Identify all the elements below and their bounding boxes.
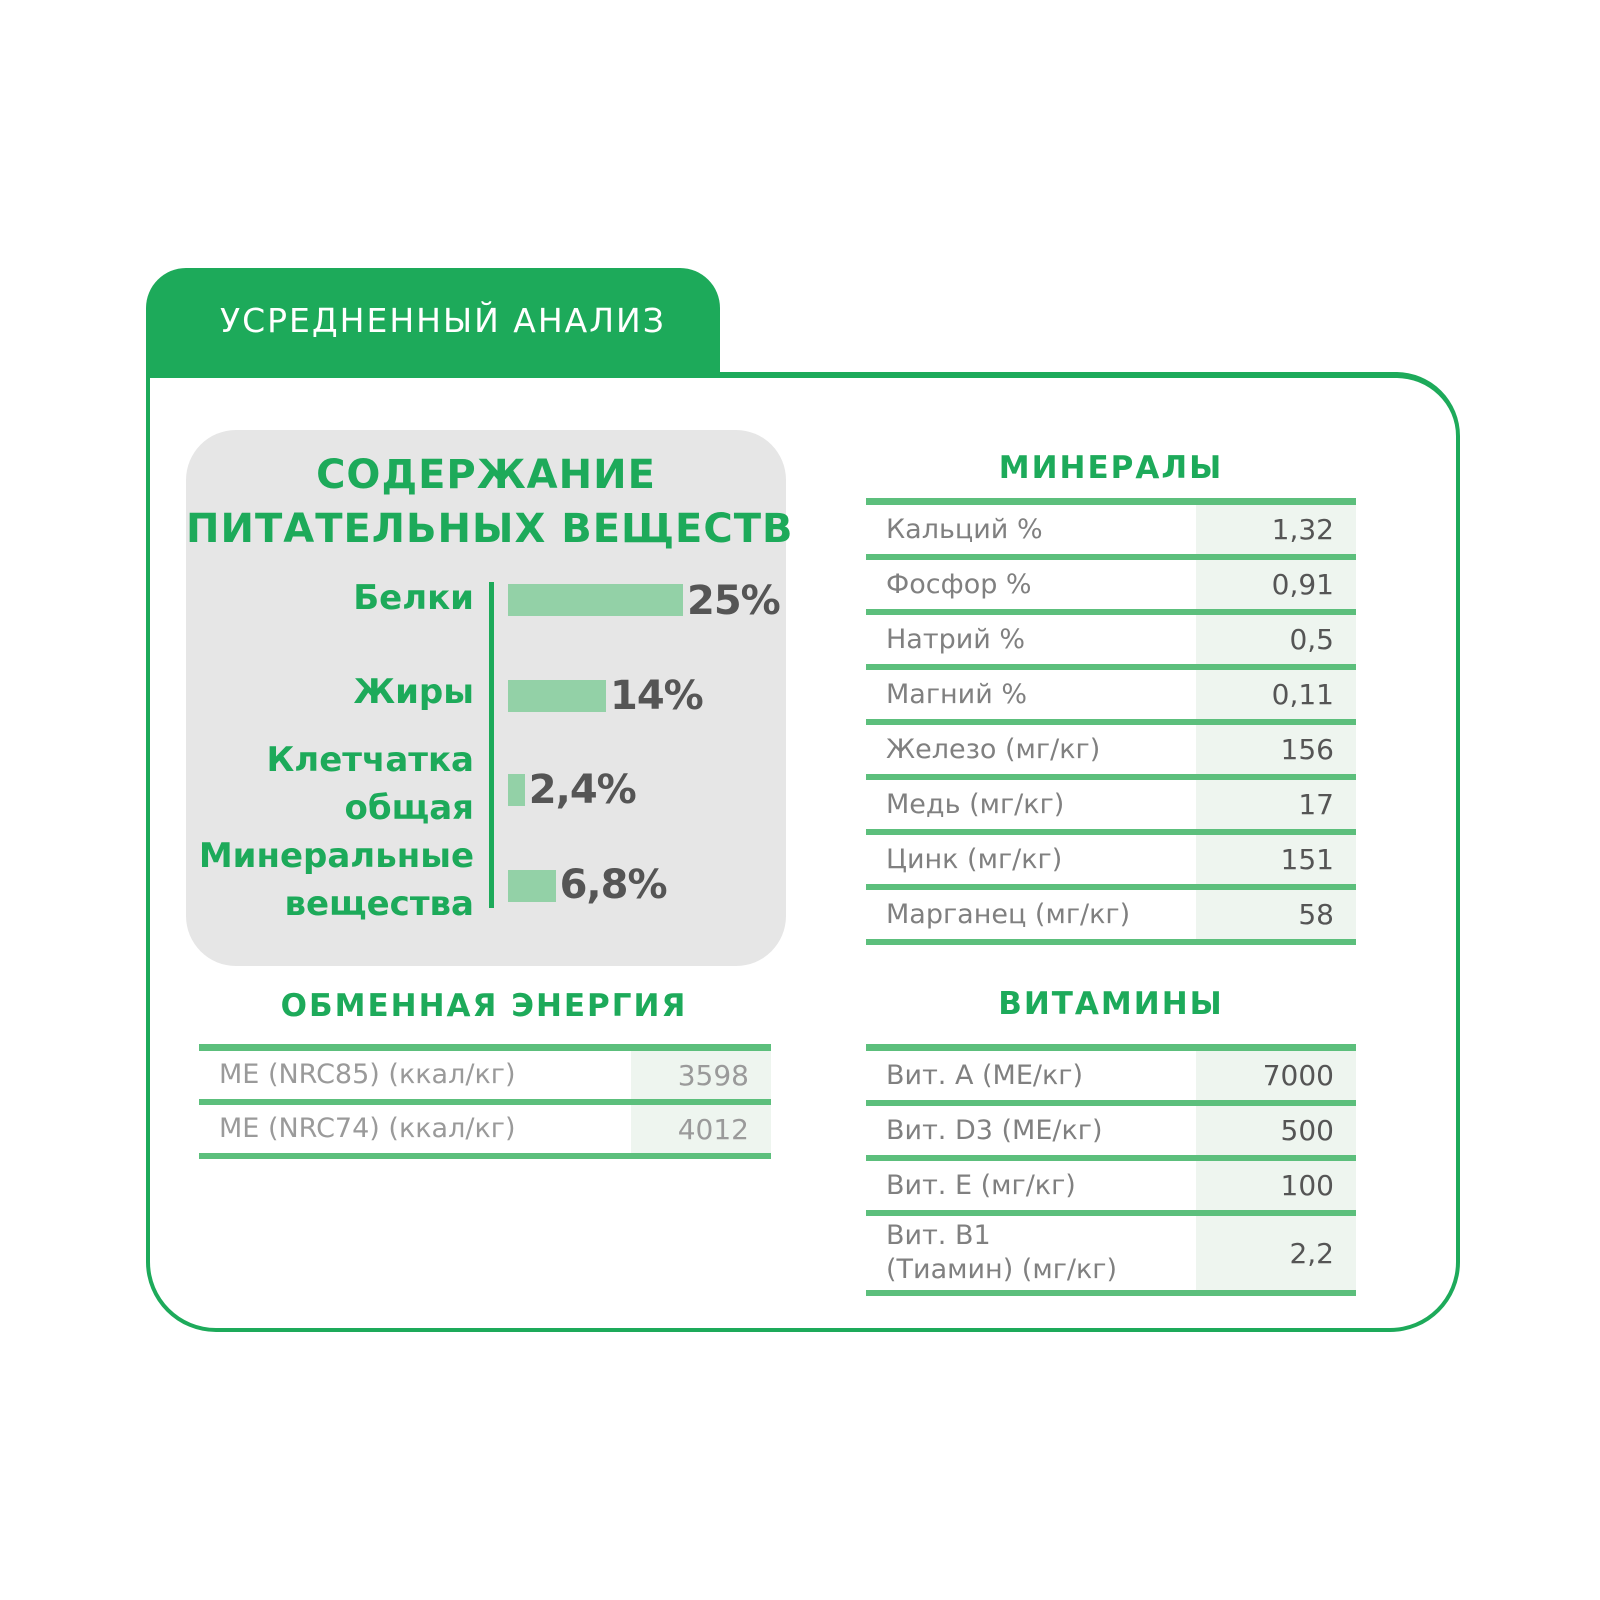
vitamin-value: 7000 — [1196, 1051, 1356, 1100]
table-row — [866, 725, 1356, 780]
mineral-label: Марганец (мг/кг) — [886, 898, 1131, 930]
table-row — [866, 835, 1356, 890]
nutrient-bar-minerals — [508, 870, 556, 902]
vitamins-table — [866, 1044, 1356, 1296]
minerals-table — [866, 498, 1356, 945]
table-row — [866, 1106, 1356, 1161]
mineral-value: 17 — [1196, 780, 1356, 829]
table-row — [866, 1161, 1356, 1216]
minerals-section-title: МИНЕРАЛЫ — [998, 450, 1224, 486]
table-row — [866, 1051, 1356, 1106]
table-row — [866, 1216, 1356, 1296]
energy-value: 4012 — [631, 1105, 771, 1153]
mineral-label: Кальций % — [886, 513, 1043, 545]
nutrient-label-line: Клетчатка — [266, 740, 474, 780]
nutrient-bar-protein — [508, 584, 683, 616]
energy-section-title: ОБМЕННАЯ ЭНЕРГИЯ — [280, 988, 688, 1024]
mineral-value: 58 — [1196, 890, 1356, 939]
mineral-value: 0,91 — [1196, 560, 1356, 609]
analysis-title: УСРЕДНЕННЫЙ АНАЛИЗ — [220, 301, 666, 340]
table-row — [199, 1105, 771, 1159]
nutrient-value-fat: 14% — [610, 673, 703, 719]
nutrient-value-fiber: 2,4% — [528, 767, 636, 813]
mineral-label: Натрий % — [886, 623, 1026, 655]
nutrient-label-minerals — [174, 832, 474, 928]
nutrient-value-minerals: 6,8% — [559, 862, 667, 908]
vitamin-label: Вит. D3 (МЕ/кг) — [886, 1114, 1103, 1146]
vitamins-section-title: ВИТАМИНЫ — [998, 986, 1224, 1022]
nutrient-label-line: вещества — [284, 884, 474, 924]
vitamin-value: 100 — [1196, 1161, 1356, 1210]
energy-table — [199, 1044, 771, 1159]
vitamin-value: 2,2 — [1196, 1216, 1356, 1290]
table-row — [866, 890, 1356, 945]
table-row — [866, 615, 1356, 670]
nutrient-label-line: общая — [344, 788, 474, 828]
table-row — [866, 505, 1356, 560]
nutrient-title-line1: СОДЕРЖАНИЕ — [316, 452, 656, 498]
table-row — [199, 1051, 771, 1105]
mineral-value: 0,5 — [1196, 615, 1356, 664]
nutrient-label-line: Минеральные — [198, 836, 474, 876]
mineral-value: 1,32 — [1196, 505, 1356, 554]
table-row — [866, 670, 1356, 725]
nutrient-label-protein — [174, 574, 474, 622]
analysis-header-tab — [146, 268, 720, 376]
nutrient-content-panel — [186, 430, 794, 966]
mineral-label: Медь (мг/кг) — [886, 788, 1065, 820]
mineral-value: 156 — [1196, 725, 1356, 774]
vitamin-value: 500 — [1196, 1106, 1356, 1155]
mineral-label: Железо (мг/кг) — [886, 733, 1101, 765]
vitamin-label: Вит. А (МЕ/кг) — [886, 1059, 1084, 1091]
table-row — [866, 560, 1356, 615]
nutrient-label-fiber — [174, 736, 474, 832]
nutrient-label-line: Жиры — [353, 672, 474, 712]
mineral-label: Цинк (мг/кг) — [886, 843, 1063, 875]
nutrient-panel-title — [186, 448, 794, 556]
nutrient-title-line2: ПИТАТЕЛЬНЫХ ВЕЩЕСТВ — [186, 506, 794, 552]
nutrient-label-fat — [174, 668, 474, 716]
vitamin-label: Вит. В1 (Тиамин) (мг/кг) — [886, 1220, 1118, 1285]
nutrient-bar-fat — [508, 680, 606, 712]
vitamin-label: Вит. Е (мг/кг) — [886, 1169, 1076, 1201]
mineral-value: 0,11 — [1196, 670, 1356, 719]
energy-label: ME (NRC85) (ккал/кг) — [219, 1059, 516, 1090]
nutrient-value-protein: 25% — [687, 578, 780, 624]
nutrient-axis-line — [489, 582, 494, 908]
mineral-label: Фосфор % — [886, 568, 1032, 600]
energy-value: 3598 — [631, 1051, 771, 1099]
table-row — [866, 780, 1356, 835]
nutrient-label-line: Белки — [353, 578, 474, 618]
mineral-value: 151 — [1196, 835, 1356, 884]
mineral-label: Магний % — [886, 678, 1028, 710]
nutrient-bar-fiber — [508, 774, 525, 806]
energy-label: ME (NRC74) (ккал/кг) — [219, 1113, 516, 1144]
